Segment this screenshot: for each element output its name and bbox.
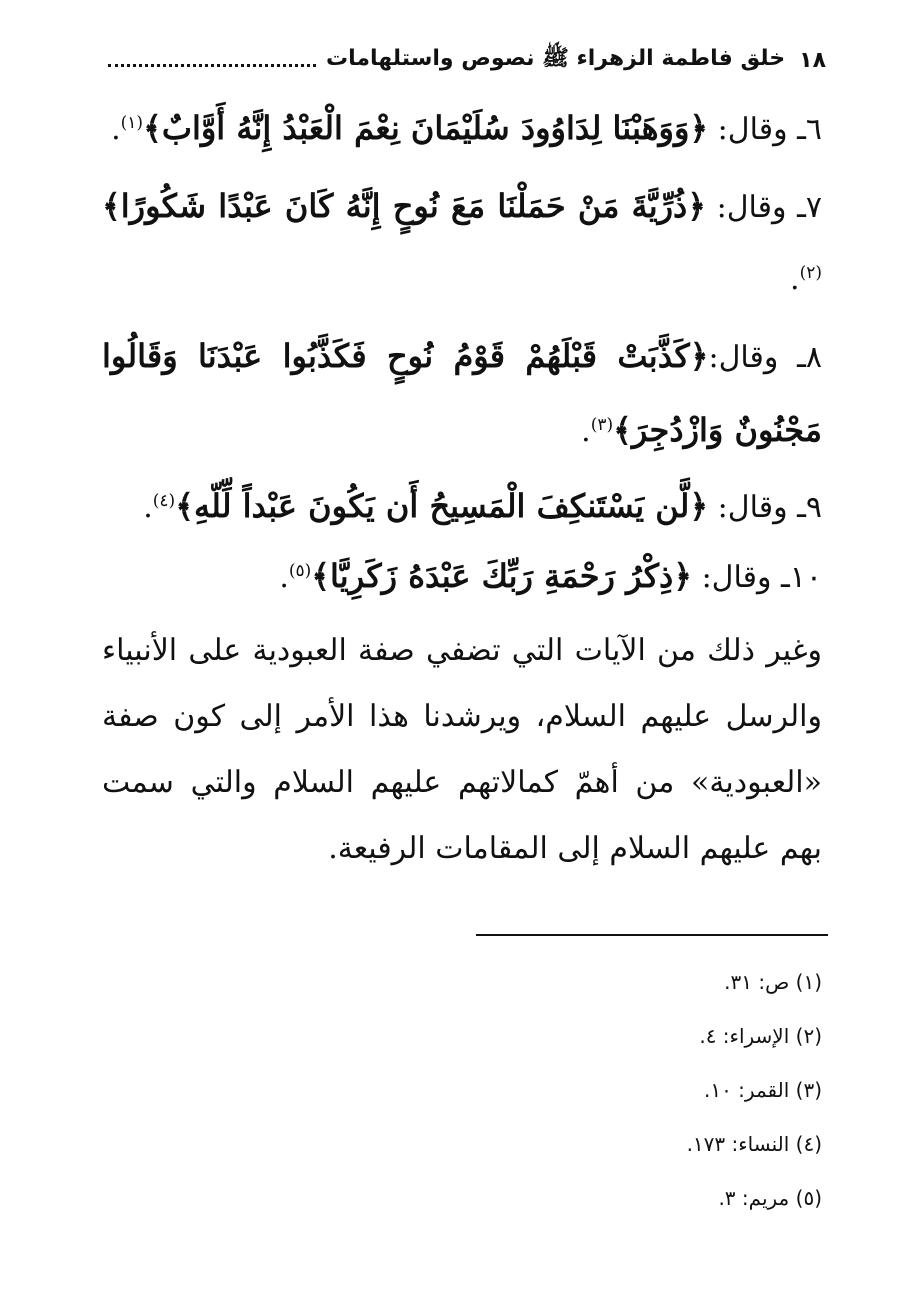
quran-quote: ﴿ذِكْرُ رَحْمَةِ رَبِّكَ عَبْدَهُ زَكَرِيَّا﴾ — [311, 557, 693, 595]
footnote-ref: (١) — [120, 113, 144, 133]
item-end: . — [581, 414, 591, 449]
quran-quote: ﴿وَوَهَبْنَا لِدَاوُودَ سُلَيْمَانَ نِعْمَ الْعَبْدُ إِنَّهُ أَوَّابٌ﴾ — [143, 109, 709, 147]
quote-item-9 — [102, 472, 822, 542]
running-header — [98, 38, 826, 82]
item-end: . — [790, 262, 800, 297]
quote-item-10 — [102, 542, 822, 612]
quote-item-7 — [102, 170, 822, 316]
item-prefix: ٧ـ وقال: — [706, 190, 822, 225]
item-prefix: ٩ـ وقال: — [708, 490, 822, 525]
footnote-separator — [476, 934, 828, 936]
footnote-4: (٤) النساء: ١٧٣. — [686, 1132, 822, 1156]
header-title: خلق فاطمة الزهراء ﷺ نصوص واستلهامات — [325, 46, 786, 71]
item-prefix: ٦ـ وقال: — [708, 112, 822, 147]
item-end: . — [279, 560, 289, 595]
item-prefix: ١٠ـ وقال: — [692, 560, 822, 595]
footnote-ref: (٢) — [799, 263, 822, 283]
quote-item-6 — [102, 92, 822, 166]
item-end: . — [111, 112, 121, 147]
footnote-5: (٥) مريم: ٣. — [718, 1186, 822, 1210]
item-end: . — [143, 490, 153, 525]
quran-quote: ﴿كَذَّبَتْ قَبْلَهُمْ قَوْمُ نُوحٍ فَكَذَّبُوا عَبْدَنَا وَقَالُوا مَجْنُونٌ وَازْدُجِرَ﴾ — [102, 337, 822, 449]
footnote-ref: (٣) — [590, 415, 614, 435]
page-number: ١٨ — [799, 47, 826, 73]
footnote-2: (٢) الإسراء: ٤. — [699, 1024, 822, 1048]
quran-quote: ﴿ذُرِّيَّةَ مَنْ حَمَلْنَا مَعَ نُوحٍ إِنَّهُ كَانَ عَبْدًا شَكُورًا﴾ — [102, 187, 707, 225]
quran-quote: ﴿لَّن يَسْتَنكِفَ الْمَسِيحُ أَن يَكُونَ عَبْداً لِّلّهِ﴾ — [175, 487, 709, 525]
footnote-3: (٣) القمر: ١٠. — [703, 1078, 822, 1102]
footnote-1: (١) ص: ٣١. — [724, 970, 822, 994]
body-paragraph: وغير ذلك من الآيات التي تضفي صفة العبودية على الأنبياء والرسل عليهم السلام، ويرشدنا هذا الأمر إلى كون صفة «العبودية» من أهمّ كمالاتهم عليهم السلام والتي سمت بهم عليهم السلام إلى المقامات الرفيعة. — [102, 633, 822, 866]
item-prefix: ٨ـ وقال: — [708, 340, 822, 375]
footnote-ref: (٤) — [152, 491, 176, 511]
quote-item-8 — [102, 320, 822, 468]
footnote-ref: (٥) — [288, 561, 312, 581]
footnotes — [122, 960, 822, 1230]
header-dot-leader — [108, 64, 316, 67]
main-text — [102, 92, 822, 886]
